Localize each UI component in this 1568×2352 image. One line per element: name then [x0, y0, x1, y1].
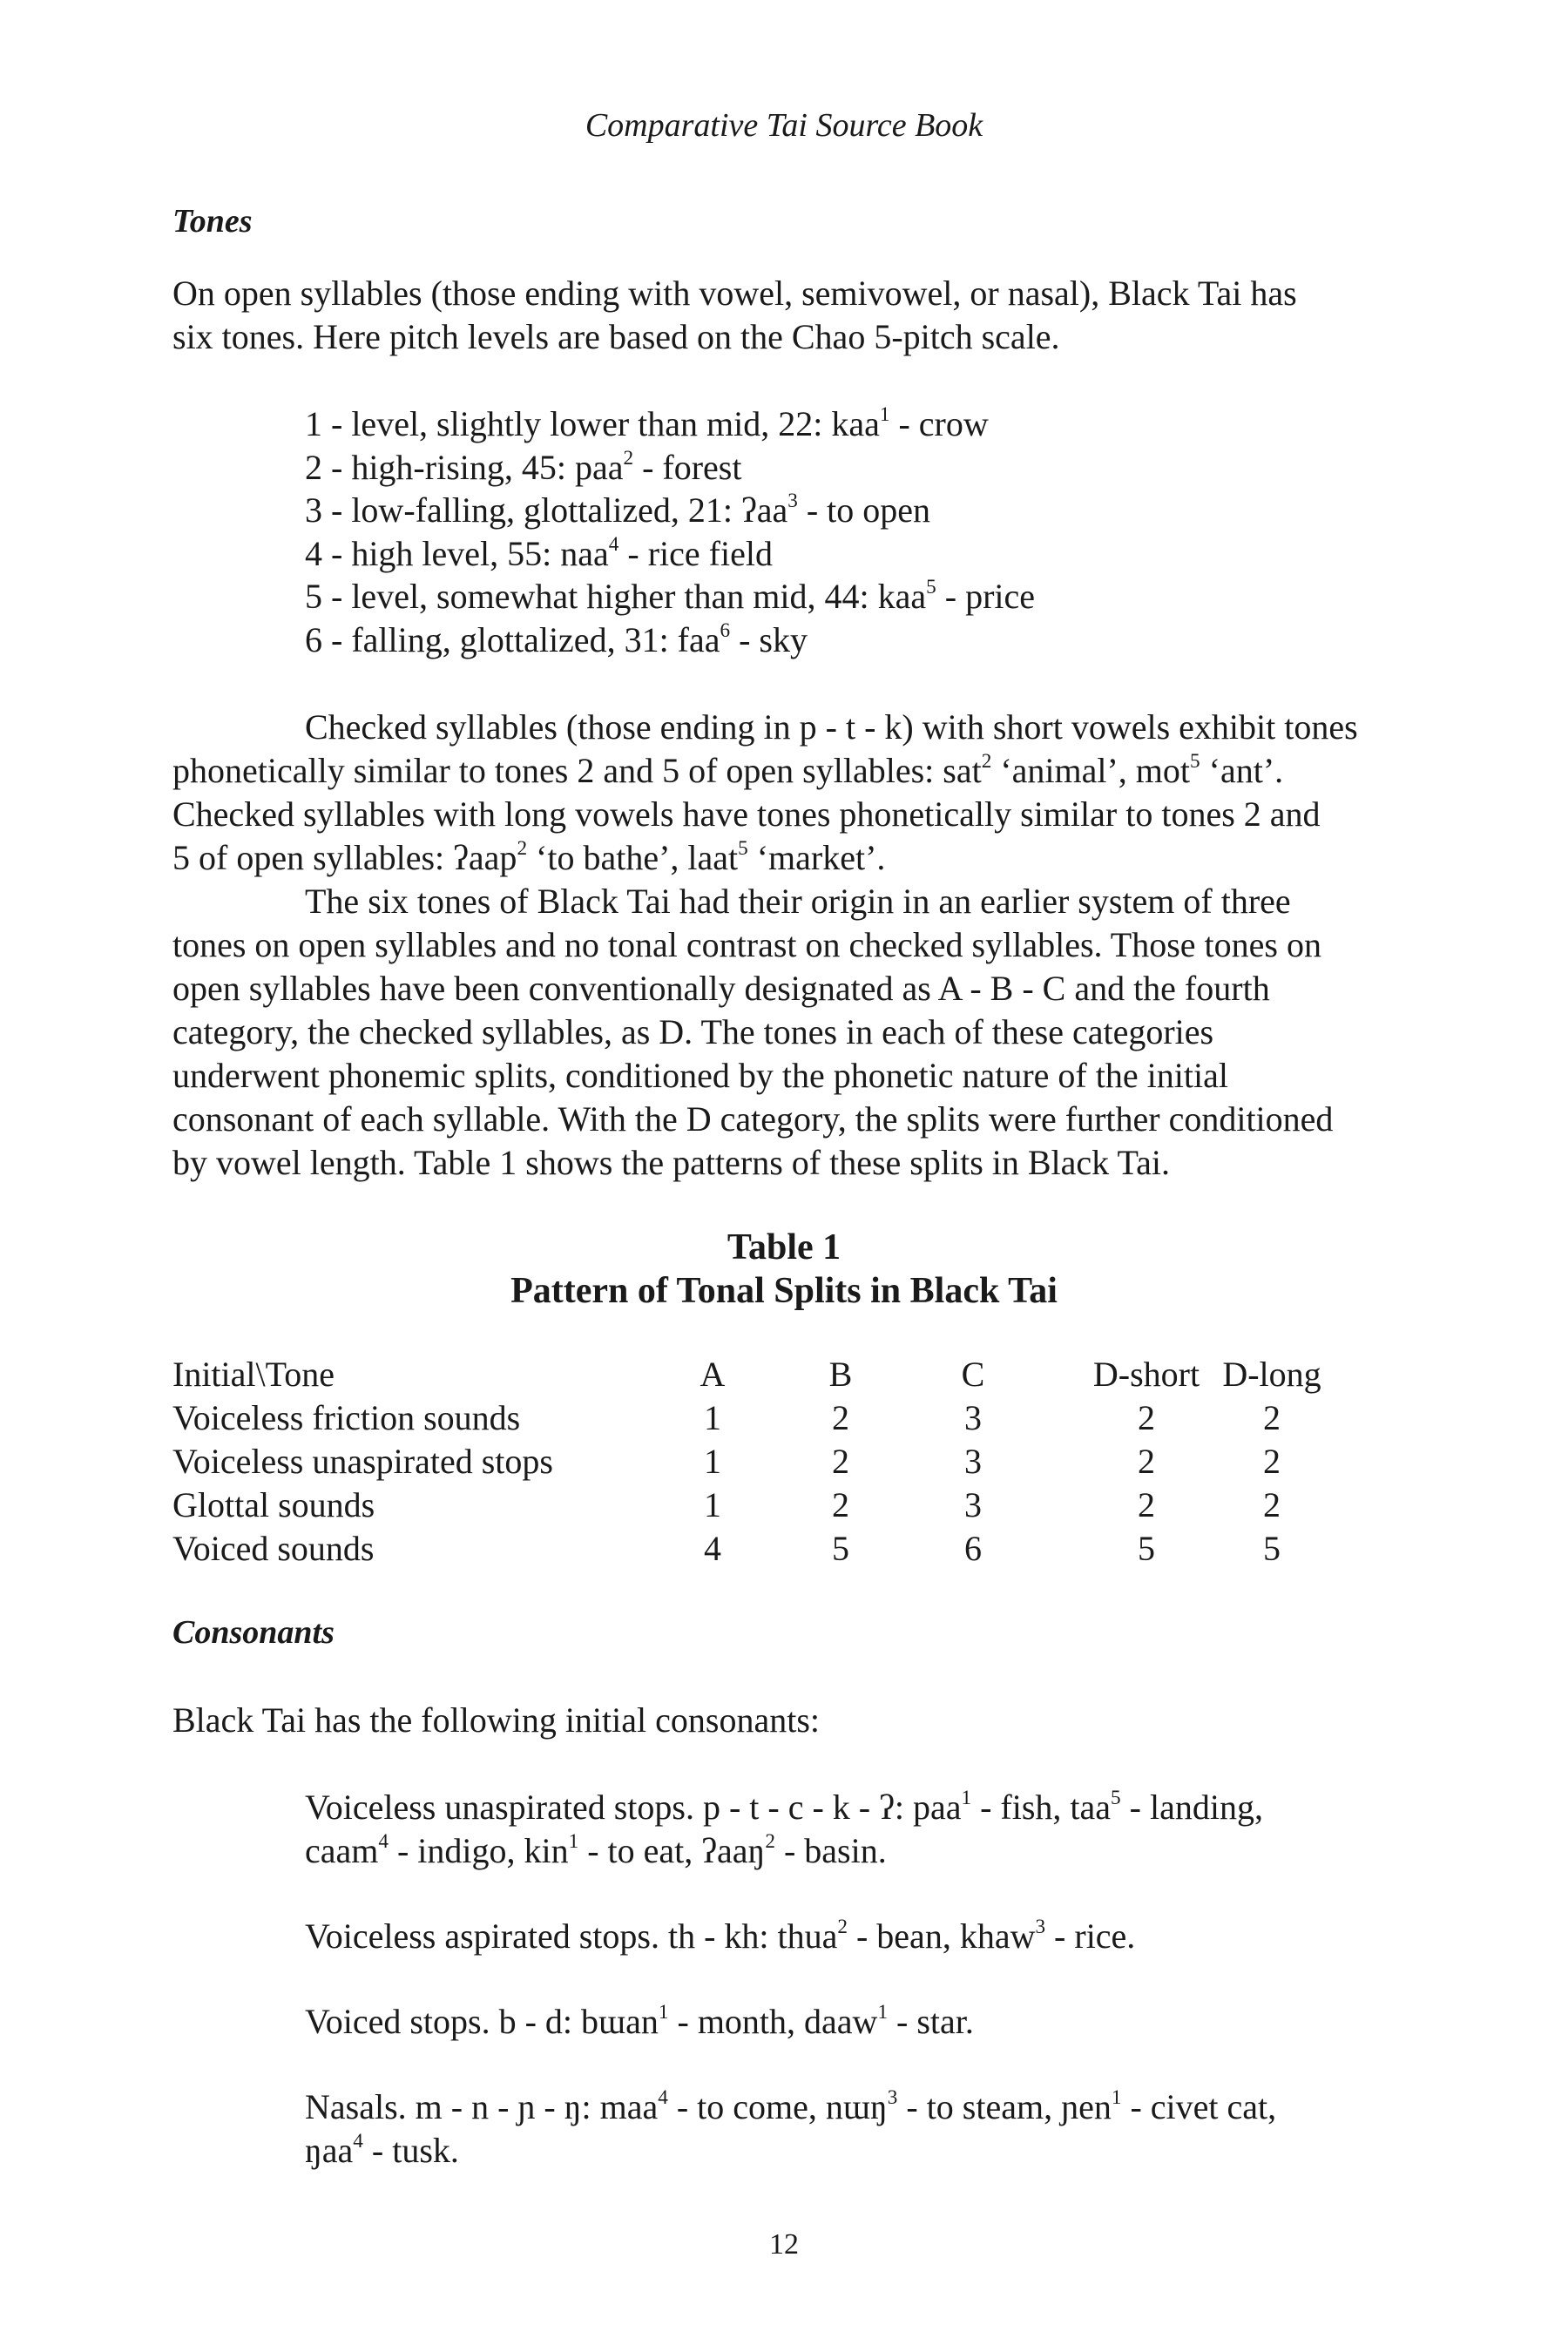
table-header: D-short: [1092, 1355, 1200, 1394]
text-run: Nasals. m - n - ɲ - ŋ: maa: [305, 2087, 659, 2126]
tone-superscript: 3: [787, 490, 798, 513]
table-cell: 4: [704, 1529, 721, 1568]
tone-text: 2 - high-rising, 45: paa: [305, 447, 624, 487]
table-cell: 5: [832, 1529, 849, 1568]
superscript: 1: [568, 1830, 579, 1854]
consonant-entry-aspirated-stops: [305, 1915, 1357, 1958]
page-number: 12: [769, 2228, 799, 2261]
tone-text: 1 - level, slightly lower than mid, 22: kaa: [305, 404, 880, 443]
table-header: C: [961, 1355, 985, 1394]
superscript: 4: [658, 2086, 668, 2110]
paragraph-line: Checked syllables (those ending in p - t - k) with short vowels exhibit tones: [305, 707, 1358, 747]
superscript: 2: [765, 1830, 775, 1854]
table-row-label: Voiceless unaspirated stops: [172, 1442, 553, 1481]
tone-text: 6 - falling, glottalized, 31: faa: [305, 619, 720, 659]
paragraph-line: by vowel length. Table 1 shows the patterns of these splits in Black Tai.: [172, 1143, 1170, 1182]
superscript: 2: [837, 1916, 848, 1939]
text-run: - month, daaw: [668, 2002, 878, 2041]
entry-line: [305, 2000, 1357, 2044]
table-cell: 1: [704, 1398, 721, 1437]
text-run: - landing,: [1120, 1788, 1263, 1827]
consonant-entry-voiced-stops: [305, 2000, 1357, 2044]
superscript: 5: [738, 837, 748, 861]
table-cell: 2: [1138, 1485, 1155, 1524]
consonants-intro: [172, 1699, 1357, 1742]
entry-line: [305, 2085, 1357, 2129]
tone-text: 3 - low-falling, glottalized, 21: ʔaa: [305, 490, 788, 530]
entry-line: [305, 1915, 1357, 1958]
tone-gloss: - to open: [797, 490, 931, 530]
table-title: Table 1: [727, 1227, 841, 1267]
consonant-entry-nasals: [305, 2085, 1357, 2173]
text-run: ‘animal’, mot: [991, 751, 1191, 790]
table-cell: 2: [832, 1442, 849, 1481]
text-run: - star.: [888, 2002, 974, 2041]
table-cell: 2: [1263, 1398, 1281, 1437]
text-run: Voiceless aspirated stops. th - kh: thua: [305, 1916, 838, 1956]
text-run: ‘market’.: [747, 838, 886, 877]
intro-line: On open syllables (those ending with vowel, semivowel, or nasal), Black Tai has: [172, 274, 1297, 313]
table-subtitle: Pattern of Tonal Splits in Black Tai: [510, 1271, 1058, 1311]
table-cell: 2: [1138, 1398, 1155, 1437]
paragraph-line: Checked syllables with long vowels have tones phonetically similar to tones 2 and: [172, 794, 1321, 834]
entry-line: [305, 2129, 1357, 2173]
tone-superscript: 5: [926, 576, 936, 599]
text-run: - to come, nɯŋ: [667, 2087, 888, 2126]
table-header: A: [700, 1355, 726, 1394]
table-cell: 2: [1138, 1442, 1155, 1481]
tone-text: 4 - high level, 55: naa: [305, 533, 609, 573]
paragraph-line: open syllables have been conventionally designated as A - B - C and the fourth: [172, 969, 1270, 1008]
text-run: - bean, khaw: [847, 1916, 1036, 1956]
table-cell: 1: [704, 1485, 721, 1524]
superscript: 4: [378, 1830, 389, 1854]
table-header: D-long: [1222, 1355, 1321, 1394]
table-cell: 2: [832, 1398, 849, 1437]
paragraph-line: category, the checked syllables, as D. The tones in each of these categories: [172, 1012, 1214, 1051]
paragraph-line: tones on open syllables and no tonal contrast on checked syllables. Those tones on: [172, 925, 1321, 964]
text-run: ‘ant’.: [1200, 751, 1284, 790]
superscript: 4: [353, 2130, 363, 2153]
table-row-label: Voiced sounds: [172, 1529, 375, 1568]
text-run: - to eat, ʔaaŋ: [578, 1831, 766, 1870]
superscript: 5: [1190, 750, 1200, 774]
text-run: Voiced stops. b - d: bɯan: [305, 2002, 659, 2041]
table-row-label: Glottal sounds: [172, 1485, 375, 1524]
table-cell: 3: [964, 1442, 982, 1481]
tone-text: 5 - level, somewhat higher than mid, 44: kaa: [305, 577, 927, 616]
table-header: Initial\Tone: [172, 1355, 335, 1394]
superscript: 1: [961, 1787, 972, 1810]
table-header: B: [828, 1355, 853, 1394]
consonant-entry-unaspirated-stops: [305, 1786, 1357, 1873]
table-cell: 3: [964, 1398, 982, 1437]
text-run: caam: [305, 1831, 379, 1870]
tone-gloss: - sky: [730, 619, 808, 659]
table-cell: 5: [1138, 1529, 1155, 1568]
entry-line: [305, 1786, 1357, 1829]
table-cell: 2: [1263, 1442, 1281, 1481]
text-run: - tusk.: [362, 2131, 459, 2170]
table-cell: 5: [1263, 1529, 1281, 1568]
table-cell: 3: [964, 1485, 982, 1524]
text-run: 5 of open syllables: ʔaap: [172, 838, 517, 877]
table-row-label: Voiceless friction sounds: [172, 1398, 521, 1437]
superscript: 3: [887, 2086, 898, 2110]
running-head: Comparative Tai Source Book: [585, 107, 983, 144]
superscript: 1: [1111, 2086, 1122, 2110]
paragraph-line: The six tones of Black Tai had their origin in an earlier system of three: [305, 882, 1291, 921]
text-run: - indigo, kin: [388, 1831, 569, 1870]
table-cell: 6: [964, 1529, 982, 1568]
text-run: ŋaa: [305, 2131, 354, 2170]
table-cell: 2: [832, 1485, 849, 1524]
tone-gloss: - rice field: [618, 533, 773, 573]
paragraph-line: underwent phonemic splits, conditioned by the phonetic nature of the initial: [172, 1056, 1228, 1095]
text-run: Voiceless unaspirated stops. p - t - c - k - ʔ: paa: [305, 1788, 962, 1827]
tone-superscript: 1: [879, 403, 890, 427]
superscript: 2: [517, 837, 528, 861]
tone-gloss: - crow: [889, 404, 989, 443]
text-run: phonetically similar to tones 2 and 5 of open syllables: sat: [172, 751, 982, 790]
text-run: - to steam, ɲen: [897, 2087, 1112, 2126]
tone-gloss: - price: [936, 577, 1036, 616]
section-heading-tones: Tones: [172, 203, 253, 240]
table-cell: 1: [704, 1442, 721, 1481]
entry-line: [305, 1829, 1357, 1873]
tone-gloss: - forest: [633, 447, 742, 487]
text-run: - basin.: [774, 1831, 887, 1870]
intro-line: six tones. Here pitch levels are based on the Chao 5-pitch scale.: [172, 317, 1060, 356]
tone-superscript: 4: [608, 532, 619, 556]
text-run: - rice.: [1045, 1916, 1136, 1956]
tone-superscript: 6: [720, 618, 731, 642]
table-cell: 2: [1263, 1485, 1281, 1524]
tone-superscript: 2: [623, 446, 634, 470]
text-run: ‘to bathe’, laat: [527, 838, 739, 877]
superscript: 1: [658, 2001, 669, 2024]
text-run: - civet cat,: [1121, 2087, 1277, 2126]
superscript: 2: [981, 750, 992, 774]
superscript: 5: [1111, 1787, 1121, 1810]
section-heading-consonants: Consonants: [172, 1614, 335, 1651]
paragraph-line: Black Tai has the following initial consonants:: [172, 1700, 821, 1740]
superscript: 1: [877, 2001, 889, 2024]
paragraph-line: consonant of each syllable. With the D category, the splits were further conditioned: [172, 1099, 1334, 1139]
superscript: 3: [1035, 1916, 1046, 1939]
text-run: - fish, taa: [971, 1788, 1112, 1827]
